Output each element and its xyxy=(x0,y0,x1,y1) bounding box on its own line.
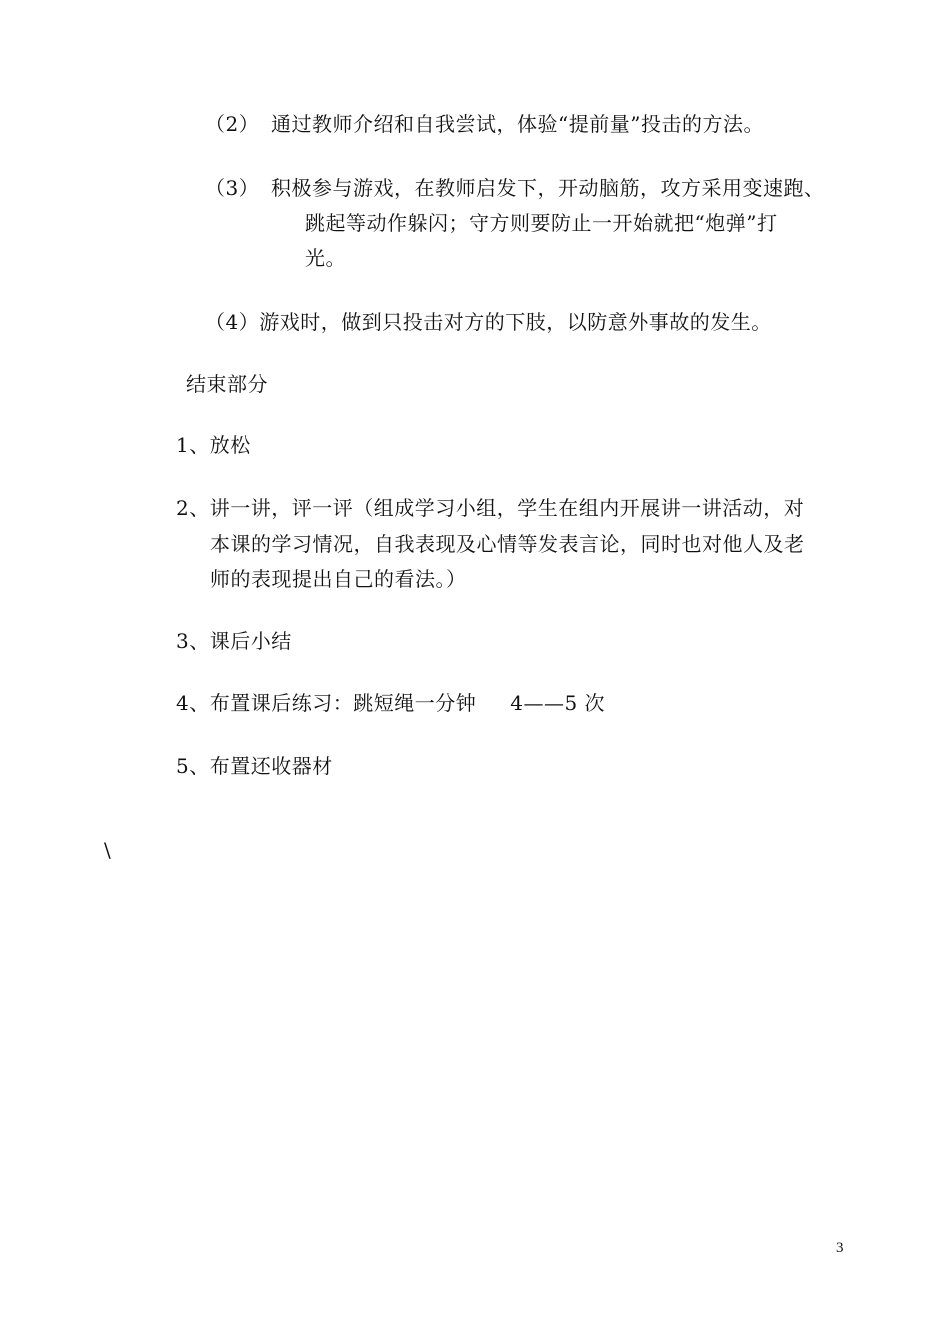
step-4 xyxy=(176,691,605,715)
item-2 xyxy=(205,112,764,136)
item-4: （4）游戏时，做到只投击对方的下肢，以防意外事故的发生。 xyxy=(205,310,772,334)
step-1: 1、放松 xyxy=(176,433,251,457)
item-2-text: 通过教师介绍和自我尝试，体验“提前量”投击的方法。 xyxy=(271,112,764,136)
step-2-line-3: 师的表现提出自己的看法。） xyxy=(210,567,467,591)
item-3-number: （3） xyxy=(205,176,260,200)
item-3-line-1 xyxy=(205,176,825,200)
step-4-count: 4——5 次 xyxy=(510,691,606,715)
step-5: 5、布置还收器材 xyxy=(176,754,333,778)
stray-backslash: \ xyxy=(104,838,112,862)
page-number: 3 xyxy=(836,1240,844,1256)
item-2-number: （2） xyxy=(205,112,260,136)
item-3-text-line-1: 积极参与游戏，在教师启发下，开动脑筋，攻方采用变速跑、 xyxy=(271,176,825,200)
step-2-line-1: 2、讲一讲，评一评（组成学习小组，学生在组内开展讲一讲活动，对 xyxy=(176,496,805,520)
item-3-line-2: 跳起等动作躲闪；守方则要防止一开始就把“炮弹”打 xyxy=(305,211,778,235)
section-title: 结束部分 xyxy=(186,372,268,396)
step-4-label: 4、布置课后练习：跳短绳一分钟 xyxy=(176,691,477,715)
step-3: 3、课后小结 xyxy=(176,629,292,653)
item-3-line-3: 光。 xyxy=(305,246,346,270)
step-2-line-2: 本课的学习情况，自我表现及心情等发表言论，同时也对他人及老 xyxy=(210,532,805,556)
